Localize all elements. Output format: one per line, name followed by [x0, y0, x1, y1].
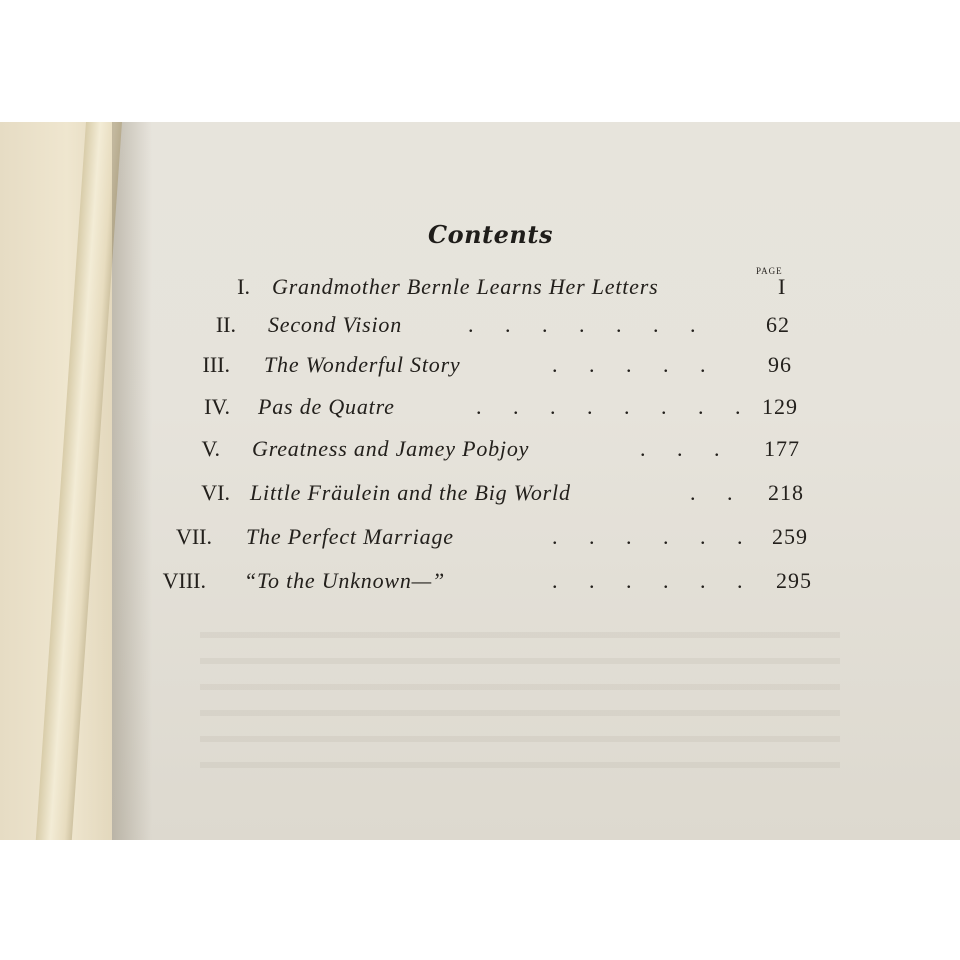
toc-entry [0, 394, 960, 424]
chapter-page: 129 [762, 394, 798, 419]
chapter-number: I. [237, 274, 250, 299]
toc-entry [0, 312, 960, 342]
dot-leader: . . [690, 480, 746, 505]
page-column-label: PAGE [756, 266, 783, 276]
chapter-number: VII. [175, 524, 212, 549]
chapter-page: 259 [772, 524, 808, 549]
toc-entry [0, 436, 960, 466]
chapter-title: Greatness and Jamey Pobjoy [252, 436, 530, 461]
dot-leader: . . . . . . . . [476, 394, 754, 419]
chapter-page: 218 [768, 480, 804, 505]
chapter-title: Pas de Quatre [258, 394, 395, 419]
chapter-title: The Wonderful Story [264, 352, 461, 377]
toc-entry [0, 352, 960, 382]
chapter-page: 62 [766, 312, 790, 337]
chapter-title: The Perfect Marriage [246, 524, 454, 549]
toc-entry [0, 480, 960, 510]
show-through-text [200, 612, 840, 772]
chapter-title: Second Vision [268, 312, 403, 337]
book-photo [0, 122, 960, 840]
chapter-title: Grandmother Bernle Learns Her Letters [272, 274, 659, 299]
chapter-page: I [778, 274, 787, 299]
chapter-page: 295 [776, 568, 812, 593]
chapter-title: “To the Unknown—” [244, 568, 446, 593]
dot-leader: . . . . . . [552, 568, 756, 593]
dot-leader: . . . [640, 436, 733, 461]
dot-leader: . . . . . [552, 352, 719, 377]
dot-leader: . . . . . . [552, 524, 756, 549]
chapter-number: VIII. [162, 568, 206, 593]
toc-entry [0, 568, 960, 598]
toc-entry [0, 524, 960, 554]
dot-leader: . . . . . . . [468, 312, 709, 337]
chapter-number: IV. [204, 394, 230, 419]
chapter-title: Little Fräulein and the Big World [250, 480, 571, 505]
chapter-number: V. [201, 436, 220, 461]
chapter-number: III. [202, 352, 230, 377]
chapter-page: 177 [764, 436, 800, 461]
chapter-number: VI. [201, 480, 230, 505]
contents-heading: Contents [428, 220, 553, 249]
chapter-number: II. [215, 312, 236, 337]
chapter-page: 96 [768, 352, 792, 377]
toc-entry [0, 274, 960, 304]
